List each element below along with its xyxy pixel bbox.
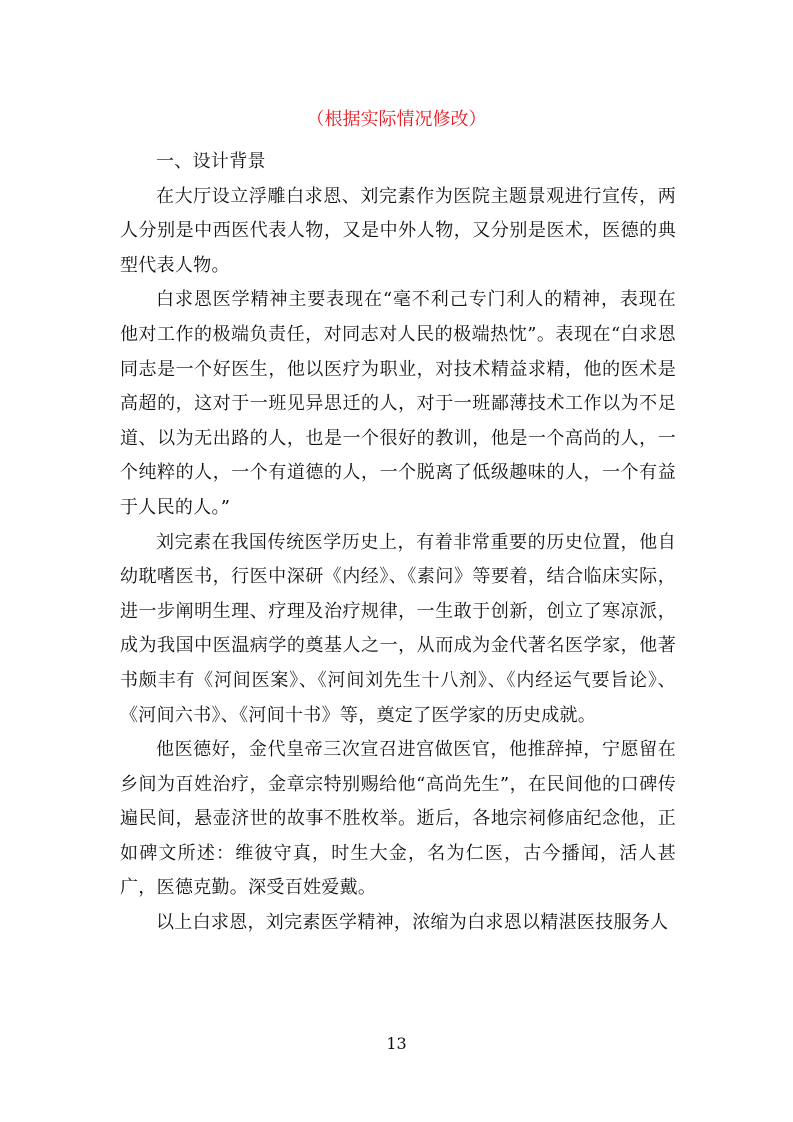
page-number: 13 [386, 1034, 407, 1053]
paragraph: 白求恩医学精神主要表现在“毫不利己专门利人的精神，表现在他对工作的极端负责任，对同志对人民的极端热忱”。表现在“白求恩同志是一个好医生，他以医疗为职业，对技术精益求精，他的医术是高超的，这对于一班见异思迁的人，对于一班鄙薄技术工作以为不足道、以为无出路的人，也是一个很好的教训，他是一个高尚的人，一个纯粹的人，一个有道德的人，一个脱离了低级趣味的人，一个有益于人民的人。” [120, 289, 676, 518]
paragraph: 他医德好，金代皇帝三次宣召进宫做医官，他推辞掉，宁愿留在乡间为百姓治疗，金章宗特别赐给他“高尚先生”，在民间他的口碑传遍民间，悬壶济世的故事不胜枚举。逝后，各地宗祠修庙纪念他，正如碑文所述：维彼守真，时生大金，名为仁医，古今播闻，活人甚广，医德克勤。深受百姓爱戴。 [120, 739, 676, 899]
paragraph: 以上白求恩，刘完素医学精神，浓缩为白求恩以精湛医技服务人 [156, 912, 669, 934]
revision-note: （根据实际情况修改） [306, 109, 487, 130]
paragraph: 在大厅设立浮雕白求恩、刘完素作为医院主题景观进行宣传，两人分别是中西医代表人物，又是中外人物，又分别是医术，医德的典型代表人物。 [120, 185, 676, 276]
document-body [120, 145, 676, 941]
paragraph: 刘完素在我国传统医学历史上，有着非常重要的历史位置，他自幼耽嗜医书，行医中深研《内经》、《素问》等要着，结合临床实际，进一步阐明生理、疗理及治疗规律，一生敢于创新，创立了寒凉派，成为我国中医温病学的奠基人之一，从而成为金代著名医学家，他著书颇丰有《河间医案》、《河间刘先生十八剂》、《内经运气要旨论》、《河间六书》、《河间十书》等，奠定了医学家的历史成就。 [120, 531, 676, 726]
section-heading: 一、设计背景 [156, 151, 266, 172]
